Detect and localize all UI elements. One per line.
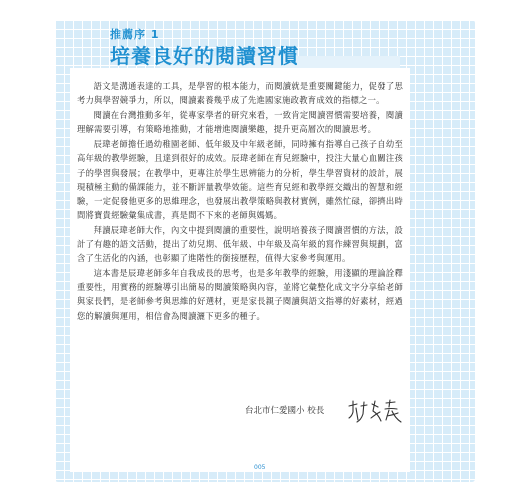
paragraph: 這本書是辰瑋老師多年自我成長的思考，也是多年教學的經驗，用淺顯的理論詮釋重要性，用實務的經驗導引出簡易的閱讀策略與內容，並將它彙整化成文字分享給老師與家長們，是老師參考與思維的好選材，更是家長親子閱讀與語文指導的好素材，經過您的解讀與運用，相信會為閱讀灑下更多的種子。 xyxy=(77,268,403,321)
signature-block xyxy=(245,398,405,428)
signature-title: 台北市仁愛國小 校長 xyxy=(245,406,325,416)
page-title: 培養良好的閱讀習慣 xyxy=(110,44,299,68)
paragraph: 語文是溝通表達的工具，是學習的根本能力，而閱讀就是重要關鍵能力，促發了思考力與學習競爭力，所以，閱讀素養幾乎成了先進國家施政教育成效的指標之一。 xyxy=(77,81,403,106)
page-number: 005 xyxy=(254,464,266,471)
section-label: 推薦序 1 xyxy=(110,28,160,41)
paragraph: 拜讀辰瑋老師大作，內文中提到閱讀的重要性，說明培養孩子閱讀習慣的方法，設計了有趣的語文活動，提出了幼兒期、低年級、中年級及高年級的寫作練習與規劃，富含了生活化的內涵，也彰顯了進階性的銜接歷程，值得大家參考與運用。 xyxy=(77,224,403,264)
body-text xyxy=(77,79,403,324)
handwritten-signature xyxy=(345,398,405,426)
paragraph: 閱讀在台灣推動多年，從專家學者的研究來看，一致肯定閱讀習慣需要培養，閱讀理解需要引導，有策略地推動，才能增進閱讀樂趣，提升更高層次的閱讀思考。 xyxy=(77,110,403,135)
paragraph: 辰瑋老師擔任過幼稚園老師、低年級及中年級老師，同時擁有指導自己孩子自幼至高年級的教學經驗，且達到很好的成效。辰瑋老師在育兒經驗中，投注大量心血關注孩子的學習與發展；在教學中，更專注於學生思辨能力的分析，學生學習資材的設計，展現積極主動的備課能力，並不斷評量教學效能。這些育兒經和教學經交織出的智慧和經驗，一定促發他更多的思維理念，也發展出教學策略與教材實例，雖然忙碌，卻擠出時間將寶貴經驗彙集成書，真是間不下來的老師與媽媽。 xyxy=(77,139,403,220)
